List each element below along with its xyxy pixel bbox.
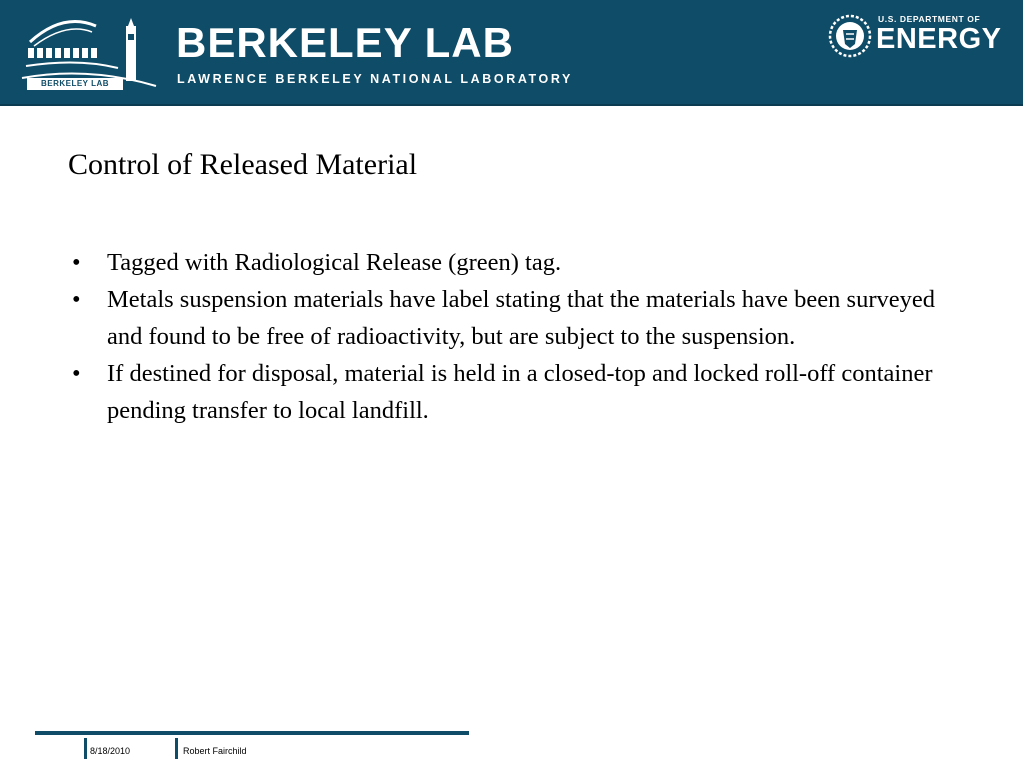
bullet-dot-icon: •: [72, 286, 81, 313]
header-banner: [0, 0, 1023, 106]
bullet-item: [68, 355, 948, 429]
lab-subtitle: LAWRENCE BERKELEY NATIONAL LABORATORY: [177, 72, 573, 86]
doe-seal-icon: [828, 14, 872, 58]
footer-divider: [84, 738, 87, 759]
banner-rule: [0, 104, 1023, 106]
footer-author: Robert Fairchild: [183, 746, 247, 756]
doe-top-text: U.S. DEPARTMENT OF: [878, 14, 981, 24]
bullet-text: Metals suspension materials have label stating that the materials have been surveyed and found to be free of radioactivity, but are subject to the suspension.: [107, 286, 935, 350]
bullet-text: If destined for disposal, material is held in a closed-top and locked roll-off container pending transfer to local landfill.: [107, 360, 933, 424]
bullet-item: [68, 281, 948, 355]
doe-energy-text: ENERGY: [876, 23, 1002, 55]
lab-title: BERKELEY LAB: [176, 19, 514, 66]
bullet-list: [68, 244, 948, 429]
slide-title: Control of Released Material: [68, 148, 418, 181]
bullet-dot-icon: •: [72, 249, 81, 276]
footer-rule: [35, 731, 469, 735]
logo-caption: BERKELEY LAB: [27, 78, 123, 90]
footer-date: 8/18/2010: [90, 746, 131, 756]
footer-divider: [175, 738, 178, 759]
bullet-text: Tagged with Radiological Release (green) tag.: [107, 249, 562, 276]
bullet-dot-icon: •: [72, 360, 81, 387]
bullet-item: [68, 244, 948, 281]
